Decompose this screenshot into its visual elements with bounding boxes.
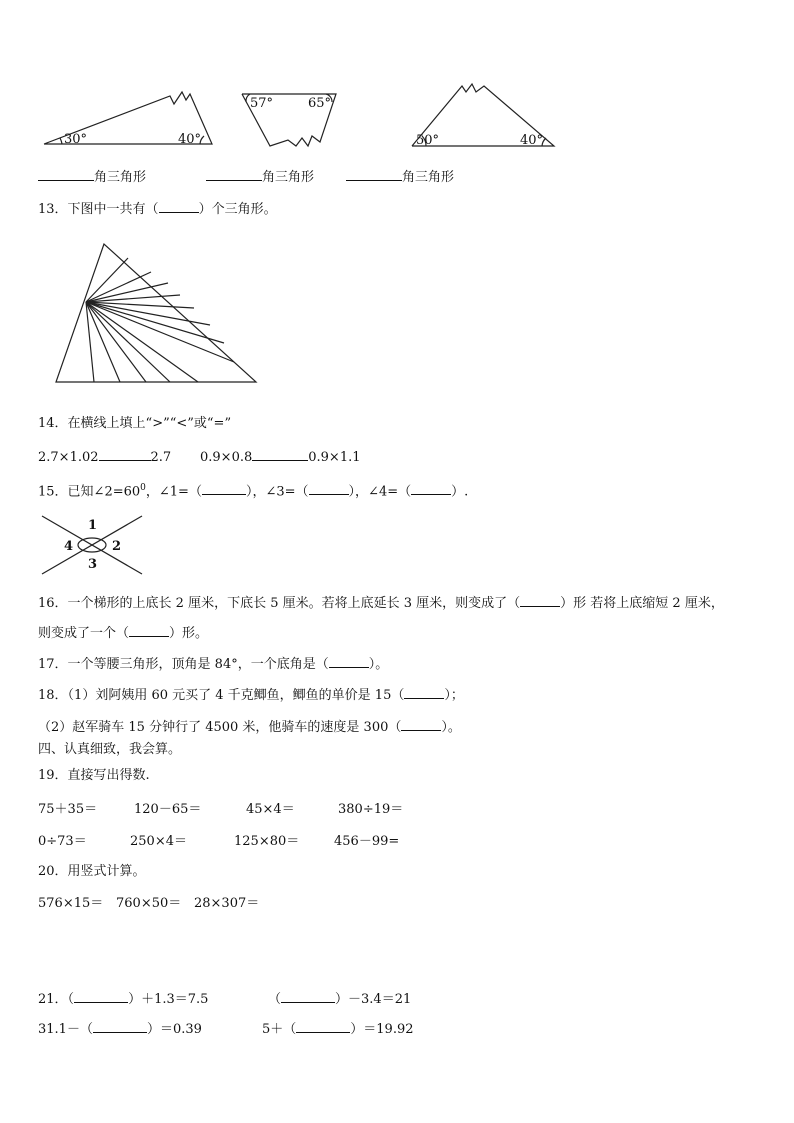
triangle-answer-1 — [38, 168, 146, 186]
angle-label-3: 3 — [88, 557, 98, 572]
answer-blank[interactable] — [281, 990, 335, 1003]
calc-item: 250×4＝ — [130, 834, 187, 849]
question-21-expr-1: 21．（ ）＋1.3＝7.5 — [38, 992, 209, 1007]
answer-blank[interactable] — [202, 482, 246, 495]
answer-blank[interactable] — [93, 1020, 147, 1033]
vertical-calc-item: 576×15＝ — [38, 896, 104, 911]
calc-item: 0÷73＝ — [38, 834, 87, 849]
answer-blank[interactable] — [296, 1020, 350, 1033]
angle-30-label: 30° — [64, 132, 88, 147]
angle-40-label: 40° — [178, 132, 202, 147]
question-14: 14．在横线上填上“>”“<”或“=” — [38, 416, 232, 431]
answer-blank[interactable] — [309, 482, 349, 495]
angle-cross-figure — [38, 512, 148, 578]
answer-blank[interactable] — [329, 655, 369, 668]
question-18-part-2: （2）赵军骑车 15 分钟行了 4500 米，他骑车的速度是 300（ ）。 — [38, 720, 461, 735]
question-18-part-1: 18．（1）刘阿姨用 60 元买了 4 千克鲫鱼，鲫鱼的单价是 15（ ）； — [38, 688, 464, 703]
angle-65-label: 65° — [308, 96, 332, 111]
question-19: 19．直接写出得数. — [38, 768, 150, 783]
answer-blank[interactable] — [346, 168, 402, 181]
answer-blank[interactable] — [252, 448, 308, 461]
question-20: 20．用竖式计算。 — [38, 864, 146, 879]
answer-blank[interactable] — [74, 990, 128, 1003]
question-16-line-2: 则变成了一个（ ）形。 — [38, 626, 209, 641]
answer-suffix: 角三角形 — [402, 170, 455, 185]
answer-blank[interactable] — [38, 168, 94, 181]
triangle-figure-3 — [408, 80, 558, 150]
angle-50-label: 50° — [416, 133, 440, 148]
calc-item: 456－99= — [334, 834, 400, 849]
answer-blank[interactable] — [404, 686, 444, 699]
question-14-expr-2: 0.9×0.8 0.9×1.1 — [200, 450, 361, 465]
question-15: 15．已知$\angle 2=60^0$，∠1=（ ），∠3=（ ），∠4=（ ）. — [38, 483, 469, 500]
answer-blank[interactable] — [520, 594, 560, 607]
triangle-answer-2 — [206, 168, 314, 186]
question-14-expr-1: 2.7×1.02 2.7 — [38, 450, 172, 465]
angle-57-label: 57° — [250, 96, 274, 111]
angle-label-4: 4 — [64, 539, 74, 554]
answer-blank[interactable] — [129, 624, 169, 637]
question-21-expr-2: （ ）－3.4＝21 — [268, 992, 412, 1007]
answer-suffix: 角三角形 — [94, 170, 147, 185]
answer-blank[interactable] — [99, 448, 151, 461]
calc-item: 120－65＝ — [134, 802, 202, 817]
answer-blank[interactable] — [206, 168, 262, 181]
angle-40b-label: 40° — [520, 133, 544, 148]
question-21-expr-3: 31.1－（ ）＝0.39 — [38, 1022, 202, 1037]
question-21-expr-4: 5＋（ ）＝19.92 — [262, 1022, 414, 1037]
vertical-calc-item: 28×307＝ — [194, 896, 260, 911]
answer-blank[interactable] — [159, 200, 199, 213]
section-4-heading: 四、认真细致，我会算。 — [38, 742, 182, 757]
vertical-calc-item: 760×50＝ — [116, 896, 182, 911]
triangle-figure-2 — [240, 90, 340, 152]
calc-item: 380÷19＝ — [338, 802, 404, 817]
question-17: 17．一个等腰三角形，顶角是 84°，一个底角是（ ）。 — [38, 657, 389, 672]
calc-item: 45×4＝ — [246, 802, 295, 817]
answer-blank[interactable] — [401, 718, 441, 731]
answer-blank[interactable] — [411, 482, 451, 495]
question-13: 13．下图中一共有（ ）个三角形。 — [38, 202, 277, 217]
triangle-answer-3 — [346, 168, 454, 186]
fan-triangle-figure — [50, 240, 260, 386]
answer-suffix: 角三角形 — [262, 170, 315, 185]
triangle-figure-1 — [40, 88, 220, 150]
angle-label-1: 1 — [88, 518, 98, 533]
angle-label-2: 2 — [112, 539, 122, 554]
calc-item: 125×80＝ — [234, 834, 300, 849]
question-16-line-1: 16．一个梯形的上底长 2 厘米，下底长 5 厘米。若将上底延长 3 厘米，则变成了（ ）形 若将上底缩短 2 厘米， — [38, 596, 724, 611]
calc-item: 75＋35＝ — [38, 802, 98, 817]
